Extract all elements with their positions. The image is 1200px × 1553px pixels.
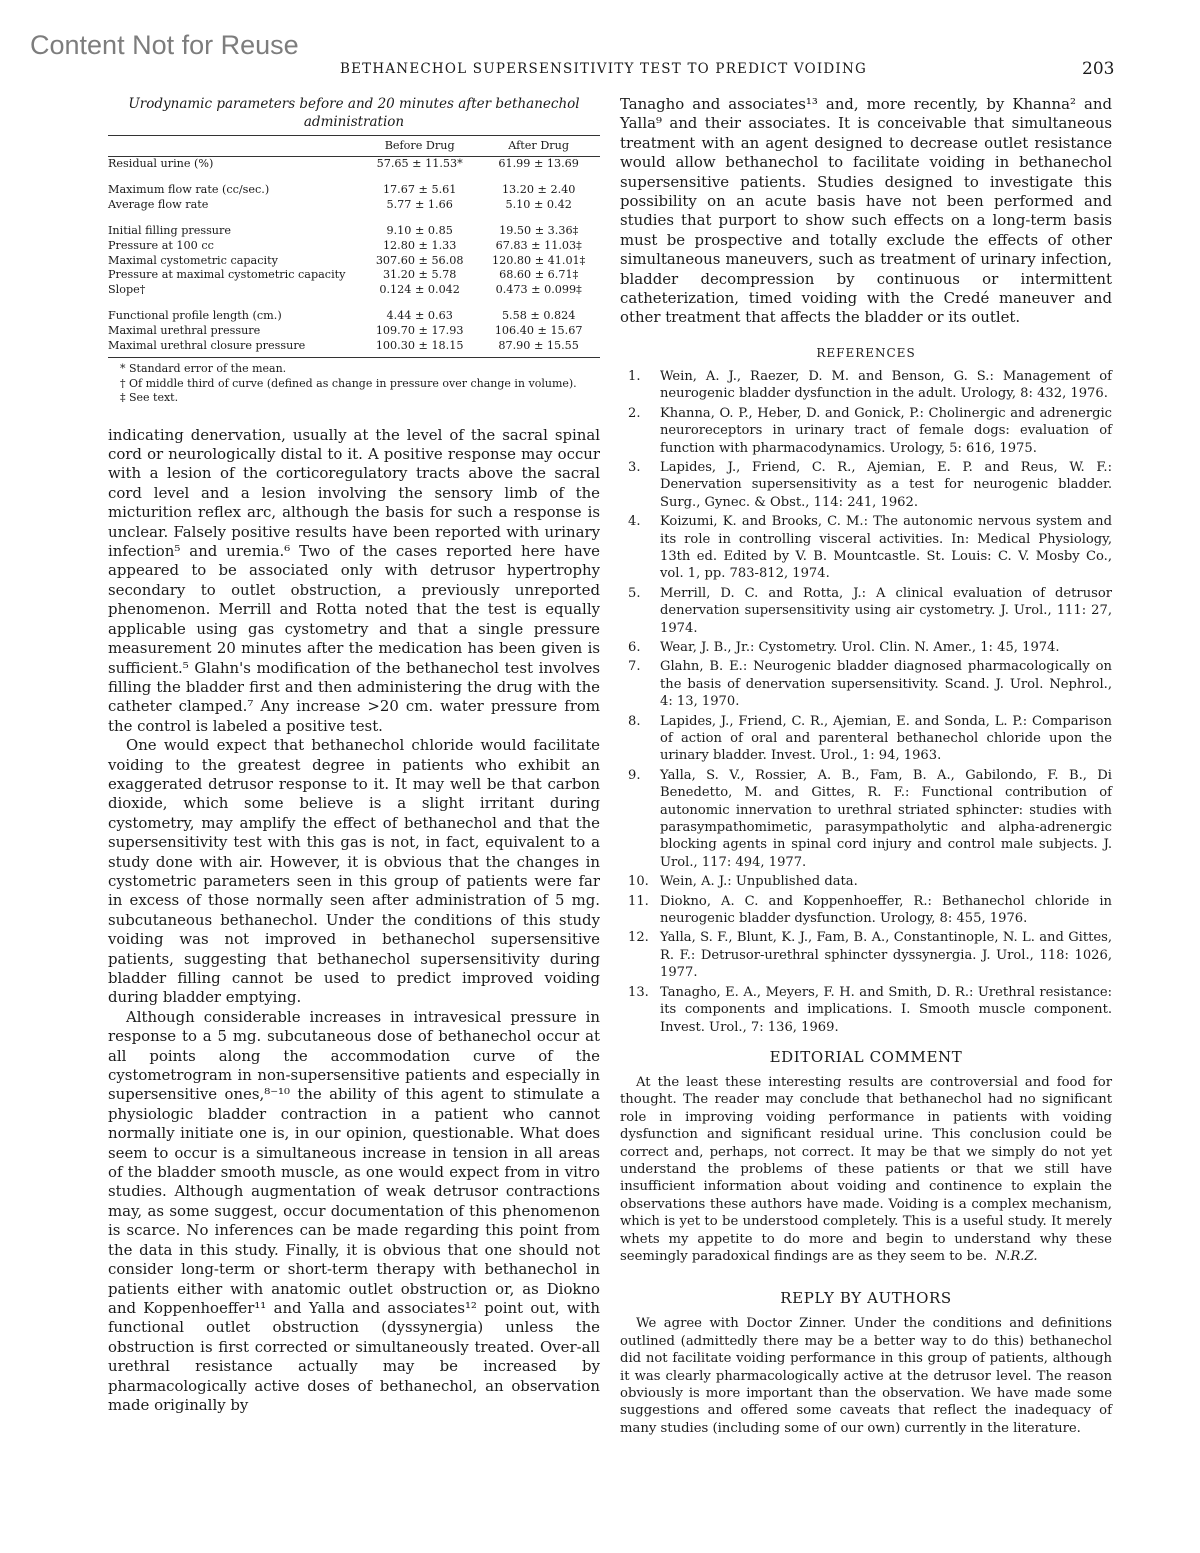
table-cell-before: 4.44 ± 0.63 <box>386 309 453 323</box>
paragraph: Tanagho and associates¹³ and, more recently, by Khanna² and Yalla⁹ and their associates. It is conceivable that simultaneous treatment with an agent designed to decrease outlet resistance would allow bethanechol to facilitate voiding in bethanechol supersensitive patients. Studies designed to investigate this possibility on an acute basis have not been performed and studies that purport to show such effects on a long-term basis must be prospective and totally exclude the effects of other simultaneous maneuvers, such as treatment of urinary infection, bladder decompression by continuous or intermittent catheterization, timed voiding with the Credé maneuver and other treatment that affects the bladder or its outlet. <box>620 95 1112 327</box>
table-cell-label: Slope† <box>108 282 146 296</box>
reference-text: Yalla, S. F., Blunt, K. J., Fam, B. A., Constantinople, N. L. and Gittes, R. F.: Detrusor-urethral sphincter dyssynergia. J. Urol., 118: 1026, 1977. <box>660 930 1112 981</box>
table-cell-after: 67.83 ± 11.03‡ <box>495 238 582 252</box>
reference-text: Khanna, O. P., Heber, D. and Gonick, P.: Cholinergic and adrenergic neuroreceptors in urinary tract of female dogs: evaluation of function with pharmacodynamics. Urology, 5: 616, 1975. <box>660 405 1112 456</box>
table-cell-label: Maximal cystometric capacity <box>108 253 278 267</box>
table-cell-after: 5.58 ± 0.824 <box>501 309 576 323</box>
table-cell-after: 120.80 ± 41.01‡ <box>492 253 586 267</box>
reference-item <box>620 513 1112 583</box>
reference-number: 7. <box>628 659 641 675</box>
reference-item <box>620 658 1112 710</box>
reference-number: 13. <box>628 984 649 1000</box>
reference-number: 11. <box>628 893 649 909</box>
reference-text: Merrill, D. C. and Rotta, J.: A clinical evaluation of detrusor denervation supersensitivity using air cystometry. J. Urol., 111: 27, 1974. <box>660 585 1112 636</box>
running-head: BETHANECHOL SUPERSENSITIVITY TEST TO PREDICT VOIDING <box>340 61 867 77</box>
table-cell-before: 100.30 ± 18.15 <box>362 339 477 358</box>
reply-heading: REPLY BY AUTHORS <box>780 1289 952 1308</box>
table-cell-label: Pressure at maximal cystometric capacity <box>108 268 346 282</box>
reference-text: Lapides, J., Friend, C. R., Ajemian, E. P. and Reus, W. F.: Denervation supersensitivity as a test for neurogenic bladder. Surg., Gynec. & Obst., 114: 241, 1962. <box>660 459 1112 510</box>
reference-text: Wein, A. J., Raezer, D. M. and Benson, G. S.: Management of neurogenic bladder dysfunction in the adult. Urology, 8: 432, 1976. <box>660 368 1112 402</box>
right-body-text <box>620 95 1112 328</box>
table-row <box>108 324 600 339</box>
table-row <box>108 212 600 239</box>
editorial-heading: EDITORIAL COMMENT <box>769 1047 963 1066</box>
table-cell-after: 87.90 ± 15.55 <box>477 339 600 358</box>
reference-number: 5. <box>628 585 641 601</box>
table-cell-after: 19.50 ± 3.36‡ <box>499 224 579 238</box>
table-cell-before: 5.77 ± 1.66 <box>386 197 453 211</box>
reference-text: Wear, J. B., Jr.: Cystometry. Urol. Clin. N. Amer., 1: 45, 1974. <box>660 639 1060 655</box>
table-header-before: Before Drug <box>362 136 477 157</box>
reference-item <box>620 713 1112 765</box>
reference-number: 3. <box>628 459 641 475</box>
reference-item <box>620 893 1112 928</box>
reference-text: Glahn, B. E.: Neurogenic bladder diagnosed pharmacologically on the basis of denervation supersensitivity. Scand. J. Urol. Nephrol., 4: 13, 1970. <box>660 659 1112 710</box>
table-cell-label: Average flow rate <box>108 197 209 211</box>
reference-item <box>620 639 1112 656</box>
table-header-after: After Drug <box>477 136 600 157</box>
footnote: * Standard error of the mean. <box>120 362 287 376</box>
table-row <box>108 171 600 198</box>
table-cell-before: 109.70 ± 17.93 <box>375 323 464 337</box>
table-cell-after: 68.60 ± 6.71‡ <box>499 268 579 282</box>
reference-number: 2. <box>628 405 641 421</box>
table-cell-label: Initial filling pressure <box>108 224 231 238</box>
reference-number: 6. <box>628 639 641 655</box>
table-cell-label: Maximum flow rate (cc/sec.) <box>108 183 270 197</box>
reference-item <box>620 929 1112 981</box>
table-row <box>108 156 600 171</box>
editorial-signature: N.R.Z. <box>995 1248 1038 1264</box>
reference-number: 4. <box>628 514 641 530</box>
reference-number: 10. <box>628 874 649 890</box>
table-cell-after: 13.20 ± 2.40 <box>501 183 576 197</box>
reference-text: Wein, A. J.: Unpublished data. <box>660 874 858 890</box>
table-row <box>108 254 600 269</box>
table-cell-after: 5.10 ± 0.42 <box>505 197 572 211</box>
table-cell-before: 12.80 ± 1.33 <box>382 238 457 252</box>
editorial-body: At the least these interesting results are controversial and food for thought. The reader may conclude that bethanechol had no significant role in improving voiding performance in patients with voiding dysfunction and significant residual urine. This conclusion could be correct and, perhaps, not correct. It may be that we simply do not yet understand the problems of these patients or that we still have insufficient information about voiding and continence to explain the observations these authors have made. Voiding is a complex mechanism, which is yet to be understood completely. This is a useful study. It merely whets my appetite to do more and begin to understand why these seemingly paradoxical findings are as they seem to be. <box>620 1074 1112 1264</box>
watermark: Content Not for Reuse <box>30 30 299 60</box>
page-number: 203 <box>1082 59 1115 79</box>
right-column <box>620 95 1112 1437</box>
table-cell-label: Maximal urethral pressure <box>108 323 261 337</box>
reference-item <box>620 873 1112 890</box>
reference-number: 12. <box>628 930 649 946</box>
table-caption: Urodynamic parameters before and 20 minutes after bethanechol administration <box>128 96 580 130</box>
table-cell-before: 57.65 ± 11.53* <box>376 156 463 170</box>
table-header-label <box>108 136 362 157</box>
reference-item <box>620 767 1112 871</box>
table-row <box>108 239 600 254</box>
reference-text: Koizumi, K. and Brooks, C. M.: The autonomic nervous system and its role in controlling visceral activities. In: Medical Physiology, 13th ed. Edited by V. B. Mountcastle. St. Louis: C. V. Mosby Co., vol. 1, pp. 783-812, 1974. <box>660 514 1112 582</box>
paragraph: Although considerable increases in intravesical pressure in response to a 5 mg. subcutaneous dose of bethanechol occur at all points along the accommodation curve of the cystometrogram in non-supersensitive patients and especially in supersensitive ones,⁸⁻¹⁰ the ability of this agent to stimulate a physiologic bladder contraction in a patient who cannot normally initiate one is, in our opinion, questionable. What does seem to occur is a simultaneous increase in tension in all areas of the bladder smooth muscle, as one would expect from in vitro studies. Although augmentation of weak detrusor contractions may, as some suggest, occur documentation of this phenomenon is scarce. No inferences can be made regarding this point from the data in this study. Finally, it is obvious that one should not consider long-term or short-term therapy with bethanechol in patients either with anatomic outlet obstruction or, as Diokno and Koppenhoeffer¹¹ and Yalla and associates¹² point out, with functional outlet obstruction (dyssynergia) unless the obstruction is first corrected or simultaneously treated. Over-all urethral resistance actually may be increased by pharmacologically active doses of bethanechol, an observation made originally by <box>108 1007 600 1414</box>
table-cell-before: 17.67 ± 5.61 <box>382 183 457 197</box>
table-cell-before: 307.60 ± 56.08 <box>375 253 464 267</box>
table-cell-label: Residual urine (%) <box>108 156 214 170</box>
table-row <box>108 198 600 213</box>
paragraph: One would expect that bethanechol chloride would facilitate voiding to the greatest degree in patients who exhibit an exaggerated detrusor response to it. It may well be that carbon dioxide, which some believe is a slight irritant during cystometry, may amplify the effect of bethanechol and that the supersensitivity test with this gas is not, in fact, equivalent to a study done with air. However, it is obvious that the changes in cystometric parameters seen in this group of patients were far in excess of those normally seen after administration of 5 mg. subcutaneous bethanechol. Under the conditions of this study voiding was not improved in bethanechol supersensitive patients, suggesting that bethanechol supersensitivity during bladder filling cannot be used to predict improved voiding during bladder emptying. <box>108 736 600 1007</box>
reference-number: 9. <box>628 767 641 783</box>
reference-text: Yalla, S. V., Rossier, A. B., Fam, B. A., Gabilondo, F. B., Di Benedetto, M. and Gittes, R. F.: Functional contribution of autonomic innervation to urethral striated sphincter: studies with parasympathomimetic, parasympatholytic and alpha-adrenergic blocking agents in spinal cord injury and control male subjects. J. Urol., 117: 494, 1977. <box>660 767 1112 870</box>
reference-item <box>620 368 1112 403</box>
reference-item <box>620 984 1112 1036</box>
footnote: † Of middle third of curve (defined as change in pressure over change in volume). <box>120 376 577 390</box>
table-cell-label: Pressure at 100 cc <box>108 238 214 252</box>
table-row <box>108 283 600 298</box>
reference-text: Tanagho, E. A., Meyers, F. H. and Smith, D. R.: Urethral resistance: its components and implications. I. Smooth muscle component. Invest. Urol., 7: 136, 1969. <box>660 984 1112 1035</box>
table-cell-after: 61.99 ± 13.69 <box>498 156 579 170</box>
table-cell-after: 0.473 ± 0.099‡ <box>495 282 582 296</box>
editorial-text <box>620 1074 1112 1265</box>
references-list <box>620 368 1112 1036</box>
reply-text: We agree with Doctor Zinner. Under the conditions and definitions outlined (admittedly there may be a better way to do this) bethanechol did not facilitate voiding performance in this group of patients, although it was clearly pharmacologically active at the detrusor level. The reason obviously is more important than the observation. We have made some suggestions and offered some caveats that reflect the inadequacy of many studies (including some of our own) currently in the literature. <box>620 1316 1112 1436</box>
reference-number: 1. <box>628 368 641 384</box>
table-cell-label: Maximal urethral closure pressure <box>108 339 362 358</box>
table-row <box>108 297 600 324</box>
table-cell-before: 0.124 ± 0.042 <box>379 282 460 296</box>
paragraph: indicating denervation, usually at the level of the sacral spinal cord or neurologically distal to it. A positive response may occur with a lesion of the corticoregulatory tracts above the sacral cord level and a lesion involving the sensory limb of the micturition reflex arc, although the basis for such a response is unclear. Falsely positive results have been reported with urinary infection⁵ and uremia.⁶ Two of the cases reported here have appeared to be associated only with detrusor hypertrophy secondary to outlet obstruction, a previously unreported phenomenon. Merrill and Rotta noted that the test is equally applicable using gas cystometry and that a single pressure measurement 20 minutes after the medication has been given is sufficient.⁵ Glahn's modification of the bethanechol test involves filling the bladder first and then administering the drug with the catheter clamped.⁷ Any increase >20 cm. water pressure from the control is labeled a positive test. <box>108 425 600 735</box>
reference-text: Lapides, J., Friend, C. R., Ajemian, E. and Sonda, L. P.: Comparison of action of oral and parenteral bethanechol chloride upon the urinary bladder. Invest. Urol., 1: 94, 1963. <box>660 713 1112 764</box>
table-cell-after: 106.40 ± 15.67 <box>494 323 583 337</box>
references-heading: REFERENCES <box>816 345 916 360</box>
table-cell-label: Functional profile length (cm.) <box>108 309 282 323</box>
table-row <box>108 268 600 283</box>
table-footnotes <box>108 362 600 406</box>
urodynamic-table <box>108 135 600 358</box>
reference-item <box>620 405 1112 457</box>
table-row <box>108 339 600 358</box>
table-body <box>108 156 600 358</box>
footnote: ‡ See text. <box>120 391 179 405</box>
table-cell-before: 31.20 ± 5.78 <box>382 268 457 282</box>
reference-text: Diokno, A. C. and Koppenhoeffer, R.: Bethanechol chloride in neurogenic bladder dysfunction. Urology, 8: 455, 1976. <box>660 893 1112 927</box>
reference-item <box>620 585 1112 637</box>
table-cell-before: 9.10 ± 0.85 <box>386 224 453 238</box>
reference-item <box>620 459 1112 511</box>
left-column <box>108 95 600 1415</box>
left-body-text <box>108 426 600 1416</box>
reference-number: 8. <box>628 713 641 729</box>
